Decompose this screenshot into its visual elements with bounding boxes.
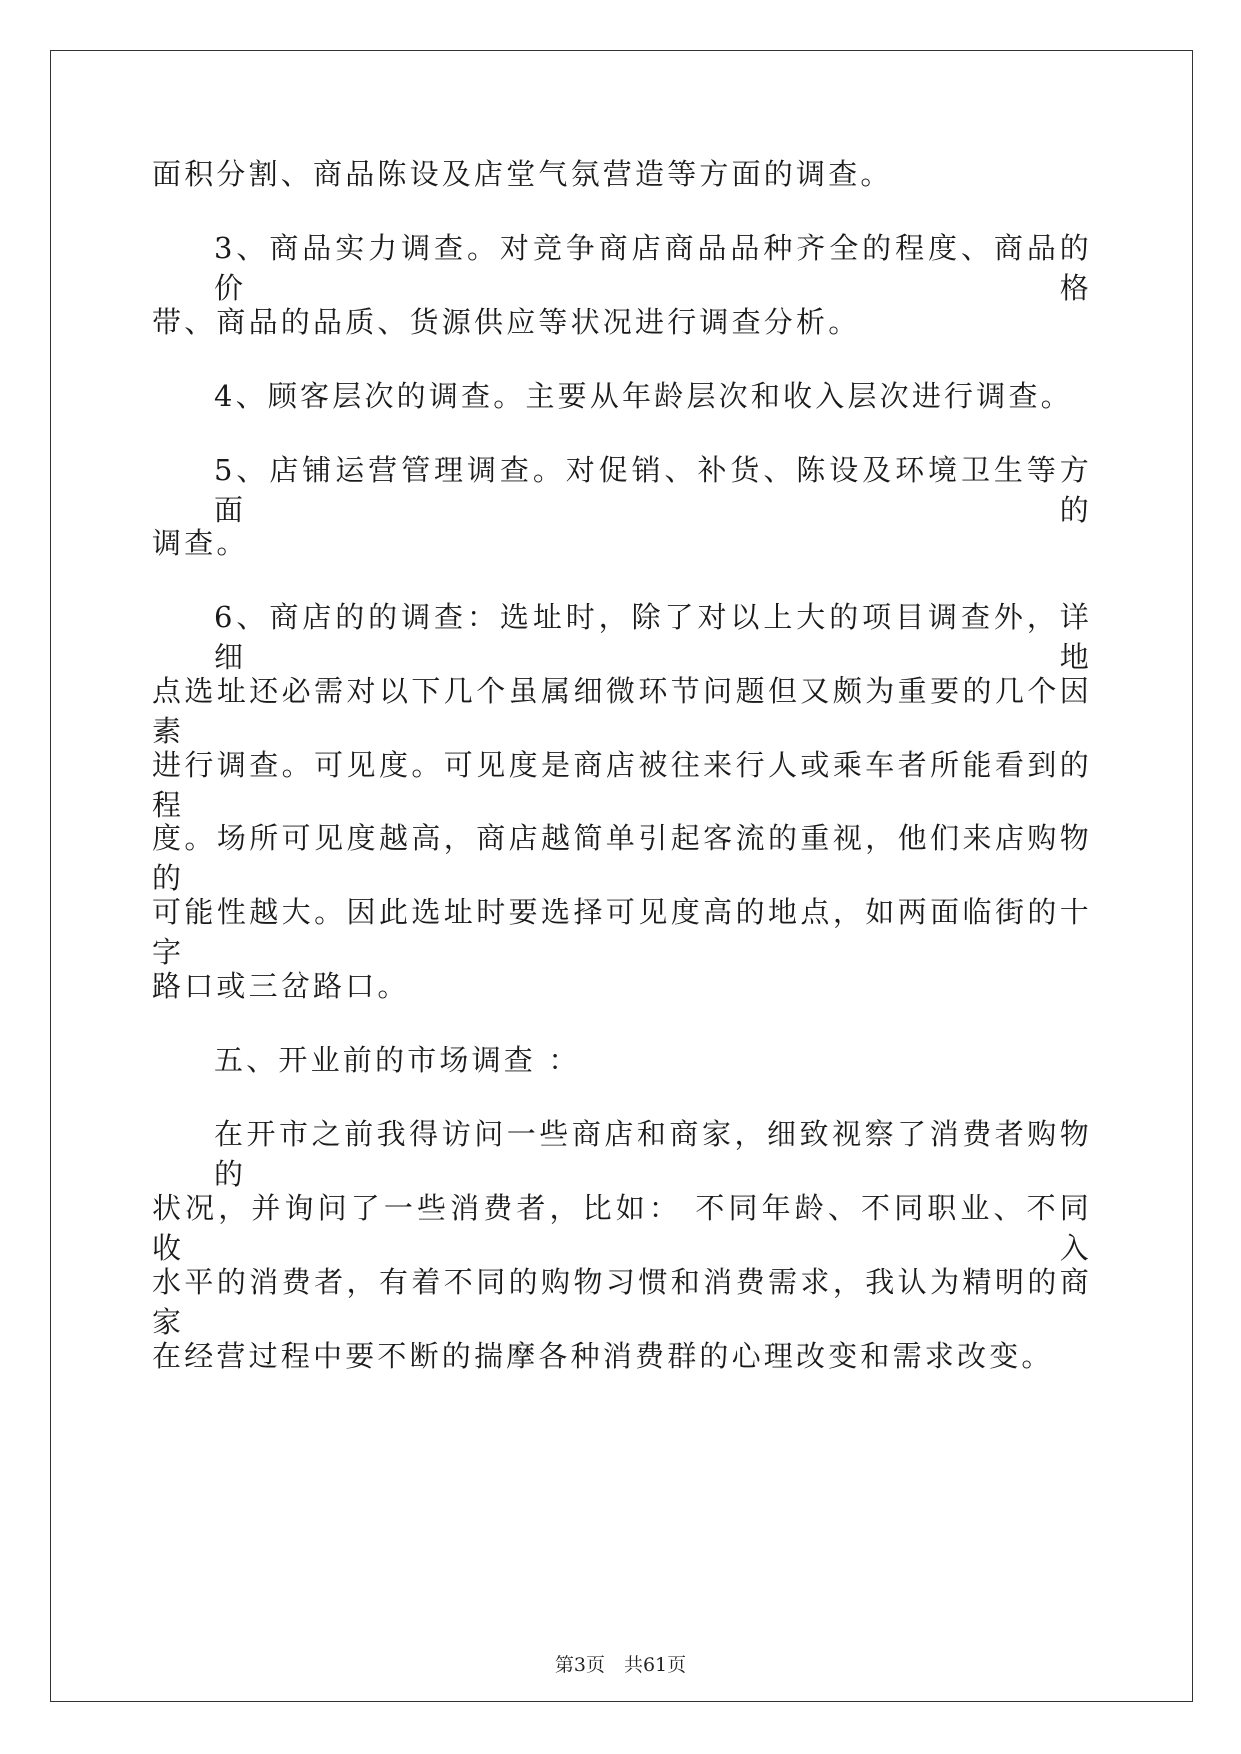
text-line: 进行调查。可见度。可见度是商店被往来行人或乘车者所能看到的程 (152, 748, 1092, 822)
text-line: 点选址还必需对以下几个虽属细微环节问题但又颇为重要的几个因素 (152, 674, 1092, 748)
text-line: 3、商品实力调查。对竞争商店商品品种齐全的程度、商品的价格 (214, 231, 1092, 305)
text-line: 在经营过程中要不断的揣摩各种消费群的心理改变和需求改变。 (152, 1339, 1054, 1373)
text-line: 路口或三岔路口。 (152, 969, 410, 1003)
text-line: 带、商品的品质、货源供应等状况进行调查分析。 (152, 305, 861, 339)
page-number-footer: 第3页 共61页 (554, 1654, 687, 1676)
text-line: 状况，并询问了一些消费者，比如： 不同年龄、不同职业、不同收入 (152, 1191, 1092, 1265)
text-line: 调查。 (152, 526, 249, 560)
text-line: 可能性越大。因此选址时要选择可见度高的地点，如两面临街的十字 (152, 895, 1092, 969)
text-line: 面积分割、商品陈设及店堂气氛营造等方面的调查。 (152, 157, 893, 191)
section-heading: 五、开业前的市场调查 ： (214, 1043, 581, 1077)
text-line: 在开市之前我得访问一些商店和商家，细致视察了消费者购物的 (214, 1117, 1092, 1191)
text-line: 4、顾客层次的调查。主要从年龄层次和收入层次进行调查。 (214, 379, 1073, 413)
text-line: 6、商店的的调查：选址时，除了对以上大的项目调查外，详细地 (214, 600, 1092, 674)
text-line: 水平的消费者，有着不同的购物习惯和消费需求，我认为精明的商家 (152, 1265, 1092, 1339)
text-line: 度。场所可见度越高，商店越简单引起客流的重视，他们来店购物的 (152, 821, 1092, 895)
text-line: 5、店铺运营管理调查。对促销、补货、陈设及环境卫生等方面的 (214, 453, 1092, 527)
